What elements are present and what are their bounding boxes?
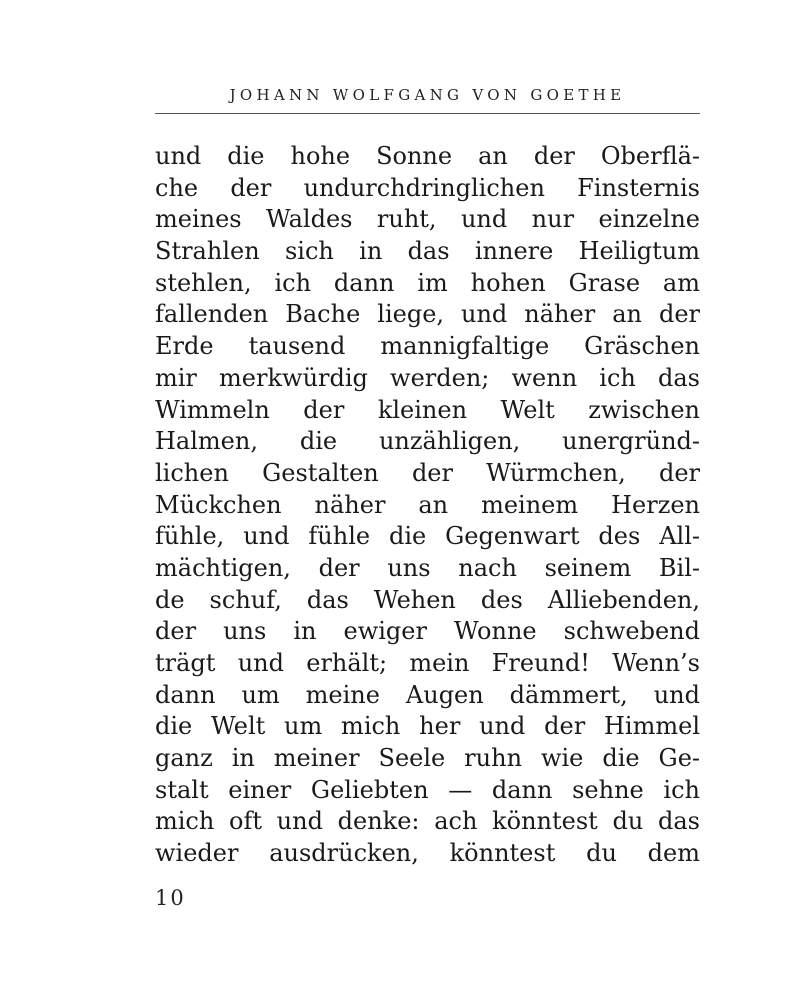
text-line: die Welt um mich her und der Himmel	[155, 712, 700, 741]
text-line: dann um meine Augen dämmert, und	[155, 680, 700, 709]
text-line: fallenden Bache liege, und näher an der	[155, 300, 700, 329]
running-head: JOHANN WOLFGANG VON GOETHE	[229, 86, 626, 104]
header-rule	[155, 113, 700, 114]
page-number: 10	[155, 886, 186, 910]
text-line: mich oft und denke: ach könntest du das	[155, 807, 700, 836]
text-line: stalt einer Geliebten — dann sehne ich	[155, 775, 700, 804]
body-text	[155, 141, 700, 870]
text-line: fühle, und fühle die Gegenwart des All-	[155, 522, 700, 551]
text-line: wieder ausdrücken, könntest du dem	[155, 839, 700, 868]
text-line: Strahlen sich in das innere Heiligtum	[155, 237, 700, 266]
text-line: Halmen, die unzähligen, unergründ-	[155, 427, 700, 456]
text-line: mir merkwürdig werden; wenn ich das	[155, 363, 700, 392]
text-line: trägt und erhält; mein Freund! Wenn’s	[155, 649, 700, 677]
text-line: che der undurchdringlichen Finsternis	[155, 173, 700, 202]
text-line: mächtigen, der uns nach seinem Bil-	[155, 553, 700, 582]
text-line: stehlen, ich dann im hohen Grase am	[155, 268, 700, 297]
text-line: Wimmeln der kleinen Welt zwischen	[155, 395, 700, 424]
text-line: der uns in ewiger Wonne schwebend	[155, 617, 700, 646]
text-line: Erde tausend mannigfaltige Gräschen	[155, 332, 700, 361]
text-line: Mückchen näher an meinem Herzen	[155, 490, 700, 519]
text-line: lichen Gestalten der Würmchen, der	[155, 458, 700, 487]
text-line: meines Waldes ruht, und nur einzelne	[155, 205, 700, 234]
text-line: und die hohe Sonne an der Oberflä-	[155, 142, 700, 170]
text-line: ganz in meiner Seele ruhn wie die Ge-	[155, 744, 700, 773]
text-line: de schuf, das Wehen des Alliebenden,	[155, 585, 700, 614]
